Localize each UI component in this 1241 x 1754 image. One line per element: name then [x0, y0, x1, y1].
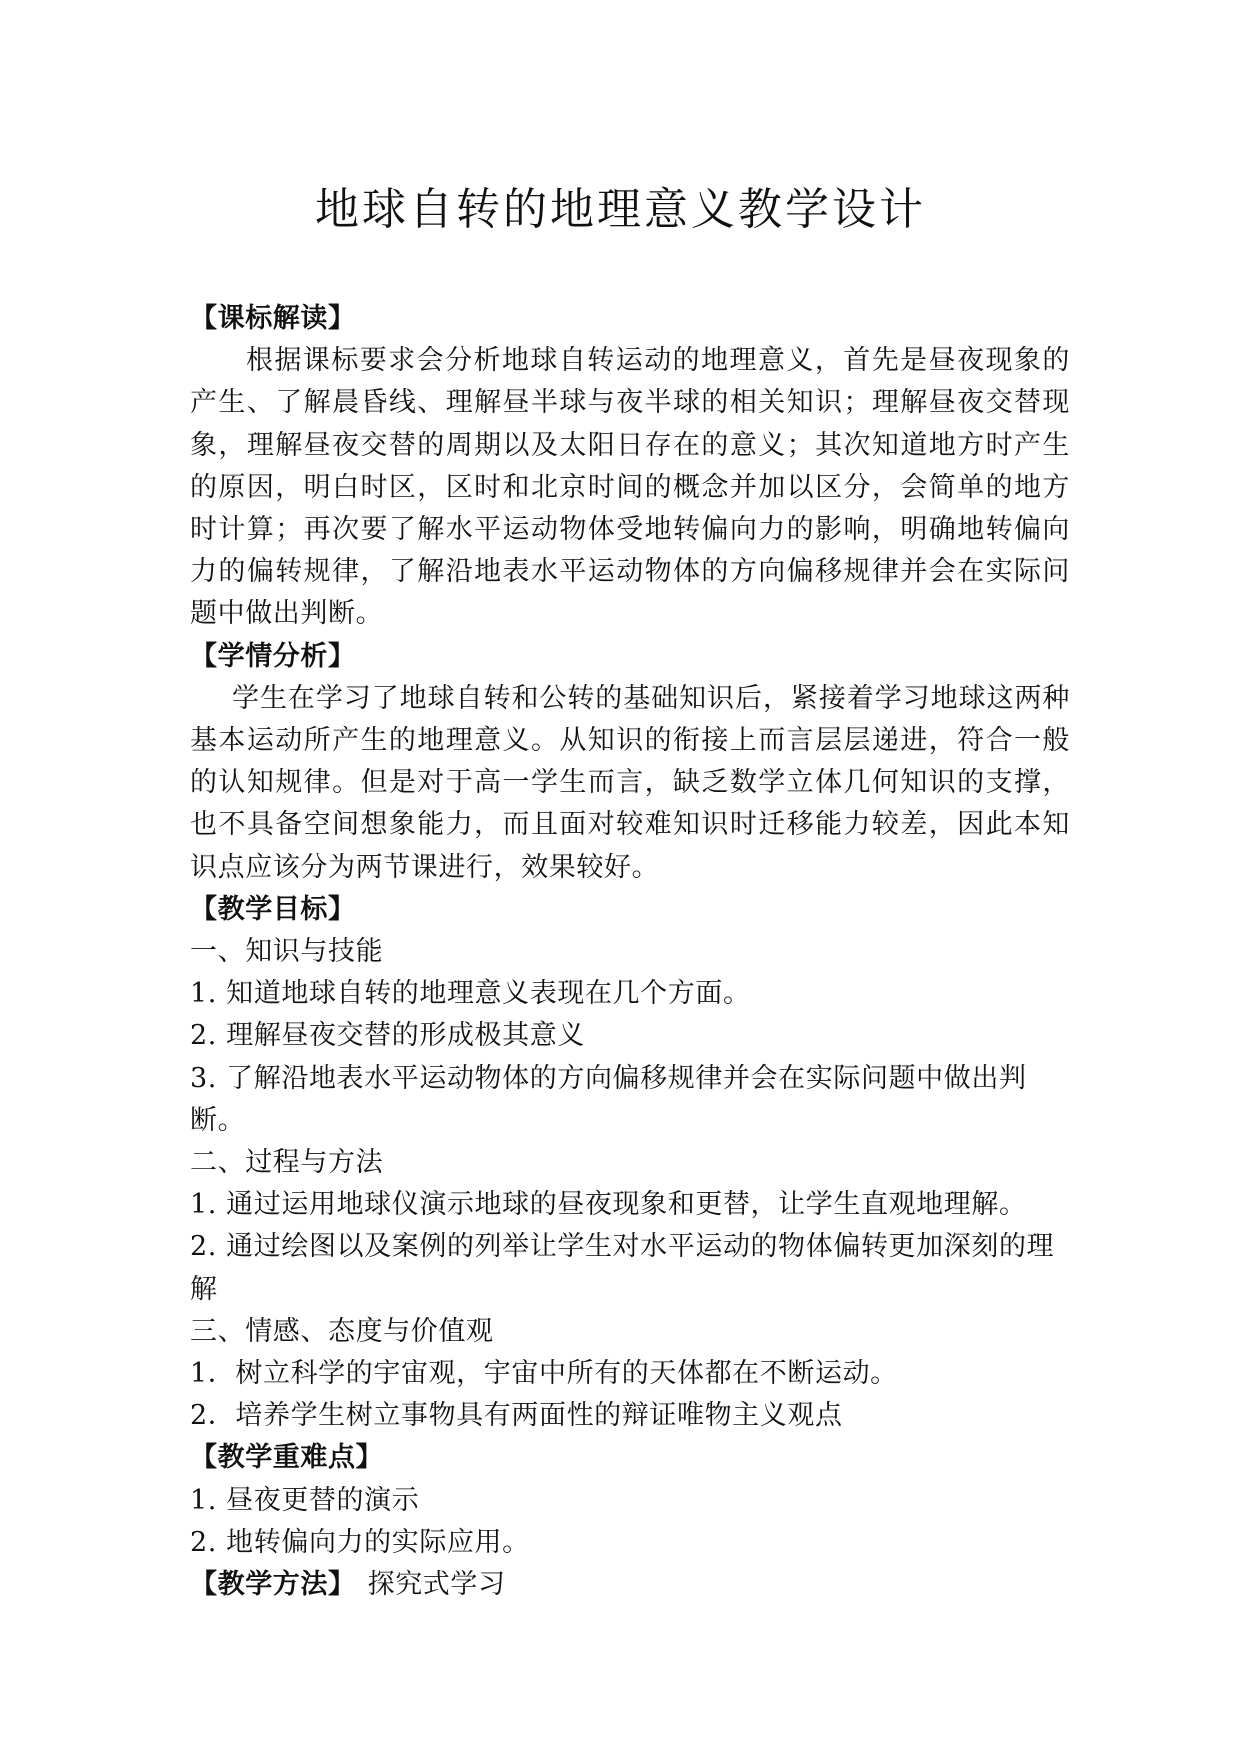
- section-heading-goals: 【教学目标】: [190, 893, 356, 925]
- keypoint-item: 2. 地转偏向力的实际应用。: [190, 1526, 530, 1558]
- students-paragraph: 学生在学习了地球自转和公转的基础知识后，紧接着学习地球这两种基本运动所产生的地理意义。从知识的衔接上而言层层递进，符合一般的认知规律。但是对于高一学生而言，缺乏数学立体几何知识的支撑，也不具备空间想象能力，而且面对较难知识时迁移能力较差，因此本知识点应该分为两节课进行，效果较好。: [190, 682, 1070, 883]
- method-line: [190, 1564, 1070, 1606]
- goals-process-item: 1. 通过运用地球仪演示地球的昼夜现象和更替，让学生直观地理解。: [190, 1189, 1027, 1221]
- section-heading-keypoints: 【教学重难点】: [190, 1442, 384, 1474]
- goals-emotion-item: 1．树立科学的宇宙观，宇宙中所有的天体都在不断运动。: [190, 1358, 898, 1390]
- goals-knowledge-item: 3. 了解沿地表水平运动物体的方向偏移规律并会在实际问题中做出判断。: [190, 1062, 1027, 1136]
- goals-process-item: 2. 通过绘图以及案例的列举让学生对水平运动的物体偏转更加深刻的理解: [190, 1231, 1055, 1305]
- section-heading-curriculum: 【课标解读】: [190, 303, 356, 334]
- goals-process-title: 二、过程与方法: [190, 1147, 384, 1179]
- goals-knowledge-item: 1. 知道地球自转的地理意义表现在几个方面。: [190, 978, 751, 1010]
- goals-knowledge-title: 一、知识与技能: [190, 936, 384, 968]
- goals-knowledge-item: 2. 理解昼夜交替的形成极其意义: [190, 1020, 585, 1052]
- keypoint-item: 1. 昼夜更替的演示: [190, 1484, 420, 1516]
- method-value: 探究式学习: [367, 1569, 506, 1601]
- document-title: 地球自转的地理意义教学设计: [315, 184, 926, 235]
- section-heading-students: 【学情分析】: [190, 640, 356, 672]
- curriculum-paragraph: 根据课标要求会分析地球自转运动的地理意义，首先是昼夜现象的产生、了解晨昏线、理解昼半球与夜半球的相关知识；理解昼夜交替现象，理解昼夜交替的周期以及太阳日存在的意义；其次知道地方时产生的原因，明白时区，区时和北京时间的概念并加以区分，会简单的地方时计算；再次要了解水平运动物体受地转偏向力的影响，明确地转偏向力的偏转规律，了解沿地表水平运动物体的方向偏移规律并会在实际问题中做出判断。: [190, 345, 1070, 630]
- document-body: [190, 298, 1070, 1606]
- goals-emotion-title: 三、情感、态度与价值观: [190, 1315, 494, 1347]
- section-heading-method: 【教学方法】: [190, 1569, 356, 1601]
- goals-emotion-item: 2．培养学生树立事物具有两面性的辩证唯物主义观点: [190, 1400, 843, 1432]
